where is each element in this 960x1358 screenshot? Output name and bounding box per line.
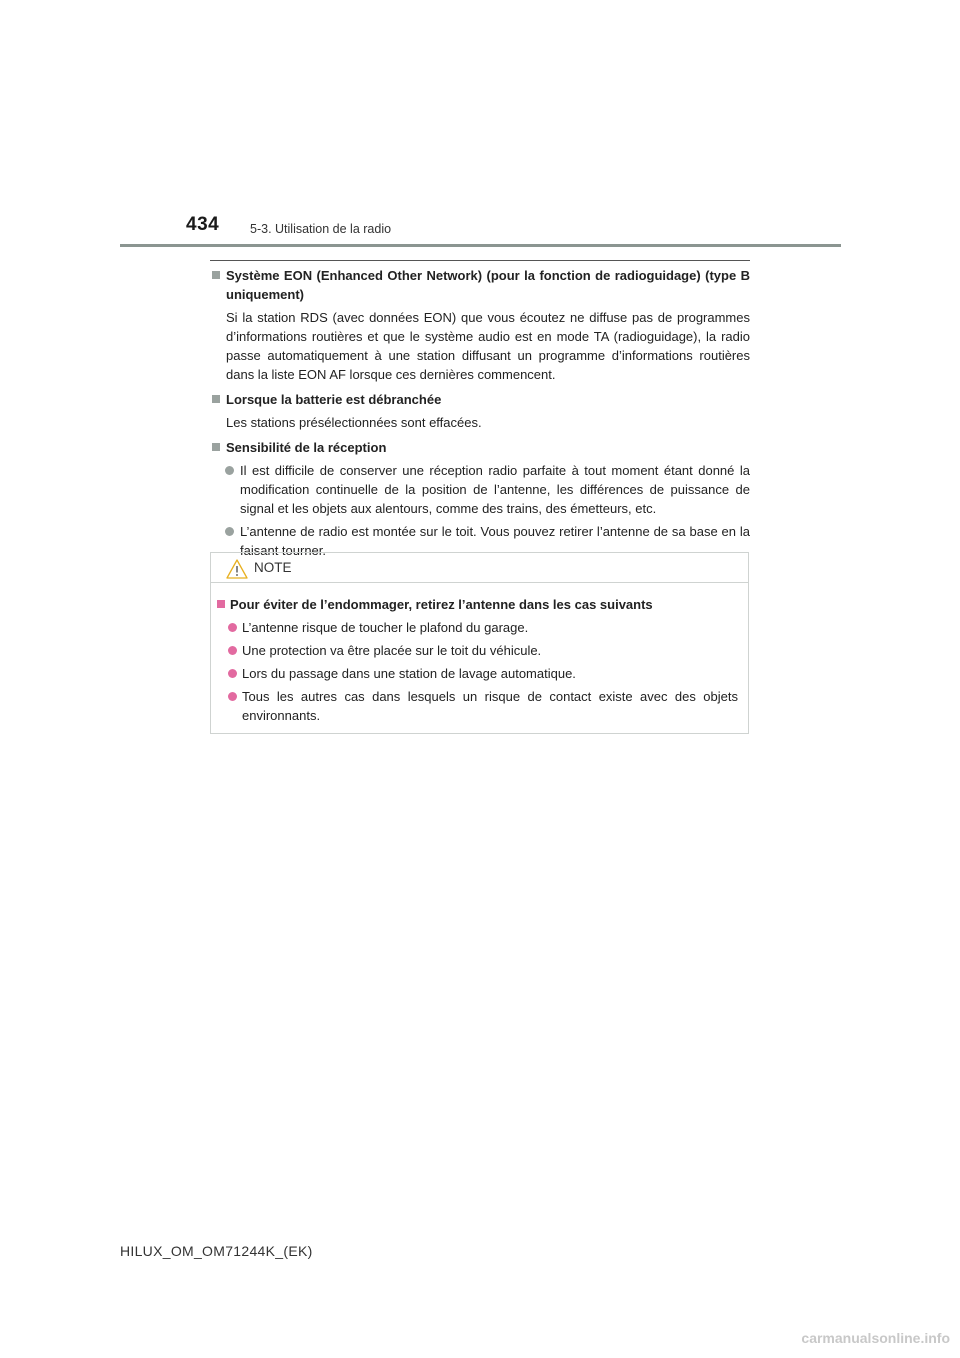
circle-bullet-icon <box>228 669 237 678</box>
section-eon <box>210 266 750 384</box>
main-content <box>210 266 750 566</box>
square-bullet-icon <box>212 271 220 279</box>
circle-bullet-icon <box>228 692 237 701</box>
section-reception <box>210 438 750 560</box>
list-item-text: Une protection va être placée sur le toit du véhicule. <box>242 643 542 658</box>
list-item-text: Lors du passage dans une station de lavage automatique. <box>242 666 576 681</box>
list-item <box>210 461 750 518</box>
watermark: carmanualsonline.info <box>801 1330 950 1346</box>
section-battery-text: Les stations présélectionnées sont effacées. <box>226 415 482 430</box>
square-bullet-icon <box>212 395 220 403</box>
list-item <box>216 641 738 660</box>
list-item <box>216 618 738 637</box>
section-reception-heading <box>210 438 750 457</box>
section-eon-heading <box>210 266 750 304</box>
note-box <box>210 552 749 734</box>
list-item <box>216 664 738 683</box>
circle-bullet-icon <box>225 466 234 475</box>
section-title: 5-3. Utilisation de la radio <box>250 222 392 236</box>
warning-triangle-icon <box>226 559 248 579</box>
note-heading-text: Pour éviter de l’endommager, retirez l’antenne dans les cas suivants <box>230 597 653 612</box>
list-item <box>216 687 738 725</box>
note-body <box>211 583 748 725</box>
header-rule <box>120 244 841 247</box>
square-bullet-icon <box>212 443 220 451</box>
section-eon-title: Système EON (Enhanced Other Network) (pour la fonction de radioguidage) (type B uniquement) <box>226 268 750 302</box>
page-number: 434 <box>186 214 220 235</box>
section-battery-title: Lorsque la batterie est débranchée <box>226 392 442 407</box>
section-eon-text: Si la station RDS (avec données EON) que vous écoutez ne diffuse pas de programmes d’informations routières et que le système audio est en mode TA (radioguidage), la radio passe automatiquement à une station diffusant un programme d’informations routières dans la liste EON AF lorsque ces dernières commencent. <box>226 310 750 382</box>
note-title: NOTE <box>254 560 292 575</box>
section-battery <box>210 390 750 432</box>
circle-bullet-icon <box>225 527 234 536</box>
list-item-text: Tous les autres cas dans lesquels un risque de contact existe avec des objets environnants. <box>242 689 738 723</box>
list-item-text: Il est difficile de conserver une réception radio parfaite à tout moment étant donné la modification continuelle de la position de l’antenne, les différences de puissance de signal et les objets aux alentours, comme des trains, des émetteurs, etc. <box>240 463 750 516</box>
content-top-rule <box>210 260 750 261</box>
section-battery-heading <box>210 390 750 409</box>
note-header <box>211 553 748 583</box>
list-item-text: L’antenne risque de toucher le plafond du garage. <box>242 620 529 635</box>
circle-bullet-icon <box>228 646 237 655</box>
note-heading <box>216 595 738 614</box>
list-item-text: L’antenne de radio est montée sur le toit. Vous pouvez retirer l’antenne de sa base en la faisant tourner. <box>240 524 750 558</box>
square-bullet-icon <box>217 600 225 608</box>
section-reception-title: Sensibilité de la réception <box>226 440 387 455</box>
footer-code: HILUX_OM_OM71244K_(EK) <box>120 1243 313 1259</box>
circle-bullet-icon <box>228 623 237 632</box>
